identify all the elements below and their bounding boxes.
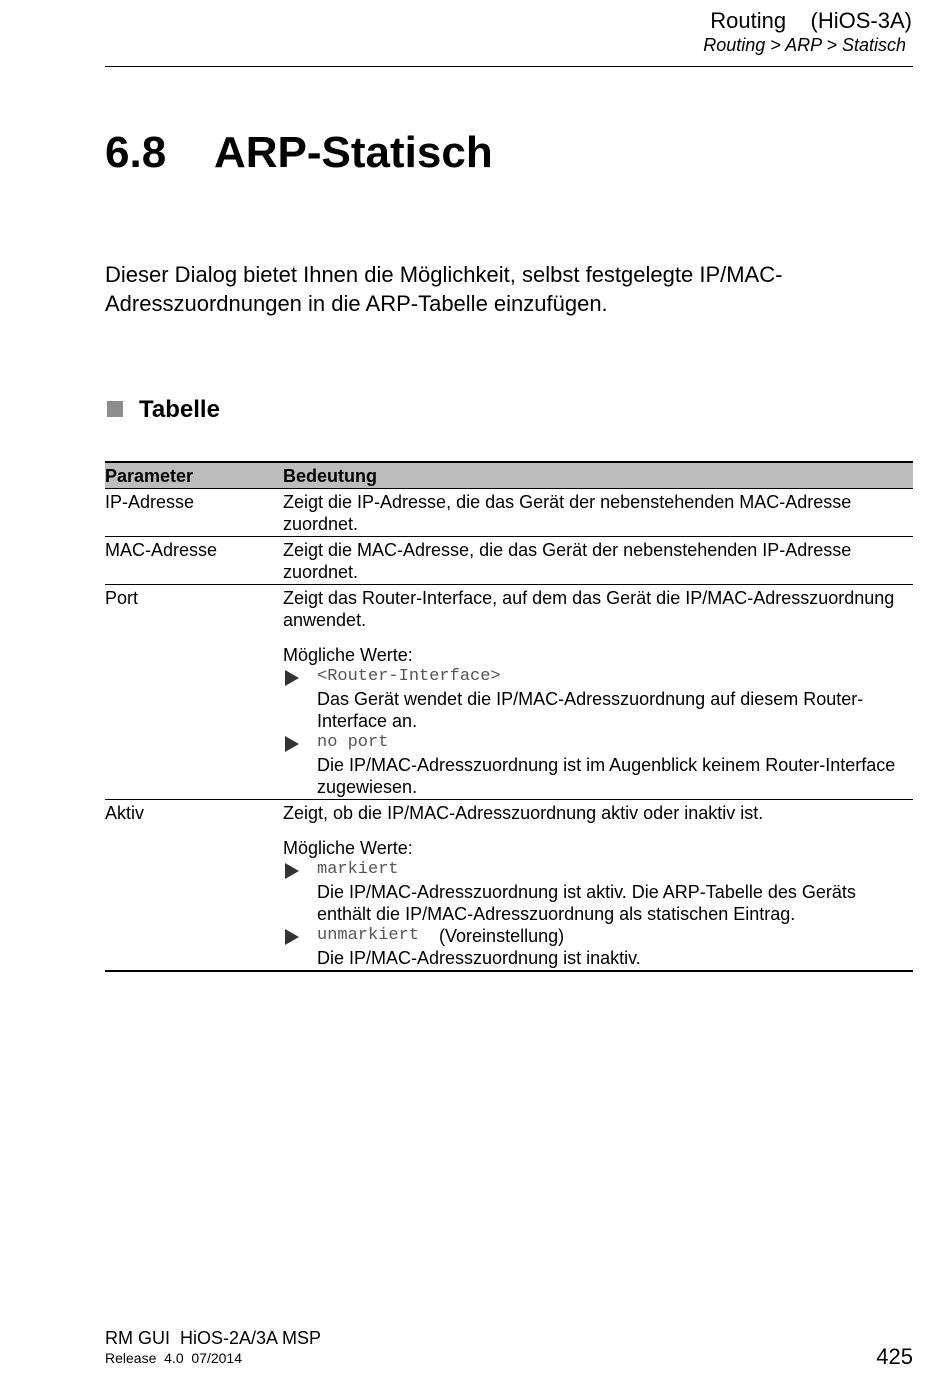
square-bullet-icon — [107, 401, 123, 417]
param-name: MAC-Adresse — [105, 540, 218, 560]
option-item — [283, 925, 913, 947]
section-heading — [105, 128, 493, 178]
param-description: Zeigt das Router-Interface, auf dem das Gerät die IP/MAC-Adresszuordnung anwendet. — [283, 588, 895, 630]
option-item — [283, 859, 913, 881]
param-cell — [283, 587, 913, 798]
option-value: markiert — [317, 860, 399, 879]
param-name: Port — [105, 588, 139, 608]
table-row — [105, 800, 913, 972]
page-number: 425 — [876, 1344, 913, 1369]
option-value: no port — [317, 733, 389, 752]
option-default-note: (Voreinstellung) — [439, 926, 565, 946]
column-header-meaning: Bedeutung — [283, 466, 377, 486]
option-description: Die IP/MAC-Adresszuordnung ist im Augenblick keinem Router-Interface zugewiesen. — [317, 755, 896, 797]
subsection-heading — [107, 396, 220, 424]
option-item — [283, 666, 913, 688]
table-row — [105, 585, 913, 800]
table-row — [105, 489, 913, 537]
param-cell — [283, 802, 913, 969]
option-value: <Router-Interface> — [317, 667, 501, 686]
subsection-title: Tabelle — [139, 396, 220, 423]
option-item — [283, 732, 913, 754]
running-header-breadcrumb: Routing > ARP > Statisch — [703, 35, 906, 55]
option-description: Die IP/MAC-Adresszuordnung ist inaktiv. — [317, 948, 641, 968]
triangle-bullet-icon — [283, 859, 317, 881]
param-name: Aktiv — [105, 803, 145, 823]
intro-paragraph: Dieser Dialog bietet Ihnen die Möglichkeit, selbst festgelegte IP/MAC-Adresszuordnungen in die ARP-Tabelle einzufügen. — [105, 262, 783, 316]
column-header-parameter: Parameter — [105, 466, 194, 486]
header-rule — [105, 66, 913, 67]
possible-values-label: Mögliche Werte: — [283, 838, 413, 858]
parameter-table — [105, 461, 913, 972]
option-value: unmarkiert — [317, 926, 420, 945]
triangle-bullet-icon — [283, 925, 317, 947]
option-description: Das Gerät wendet die IP/MAC-Adresszuordnung auf diesem Router-Interface an. — [317, 689, 864, 731]
running-header-title: Routing (HiOS-3A) — [710, 8, 912, 33]
triangle-bullet-icon — [283, 666, 317, 688]
table-row — [105, 537, 913, 585]
table-header-row — [105, 461, 913, 489]
param-description: Zeigt die IP-Adresse, die das Gerät der nebenstehenden MAC-Adresse zuordnet. — [283, 492, 852, 534]
triangle-bullet-icon — [283, 732, 317, 754]
param-description: Zeigt, ob die IP/MAC-Adresszuordnung aktiv oder inaktiv ist. — [283, 803, 764, 823]
section-number: 6.8 — [105, 128, 167, 177]
param-name: IP-Adresse — [105, 492, 195, 512]
footer-document-title: RM GUI HiOS-2A/3A MSP — [105, 1328, 322, 1348]
section-title: ARP-Statisch — [214, 128, 493, 177]
param-description: Zeigt die MAC-Adresse, die das Gerät der nebenstehenden IP-Adresse zuordnet. — [283, 540, 852, 582]
option-description: Die IP/MAC-Adresszuordnung ist aktiv. Die ARP-Tabelle des Geräts enthält die IP/MAC-Adresszuordnung als statischen Eintrag. — [317, 882, 856, 924]
footer-release: Release 4.0 07/2014 — [105, 1350, 242, 1366]
possible-values-label: Mögliche Werte: — [283, 645, 413, 665]
